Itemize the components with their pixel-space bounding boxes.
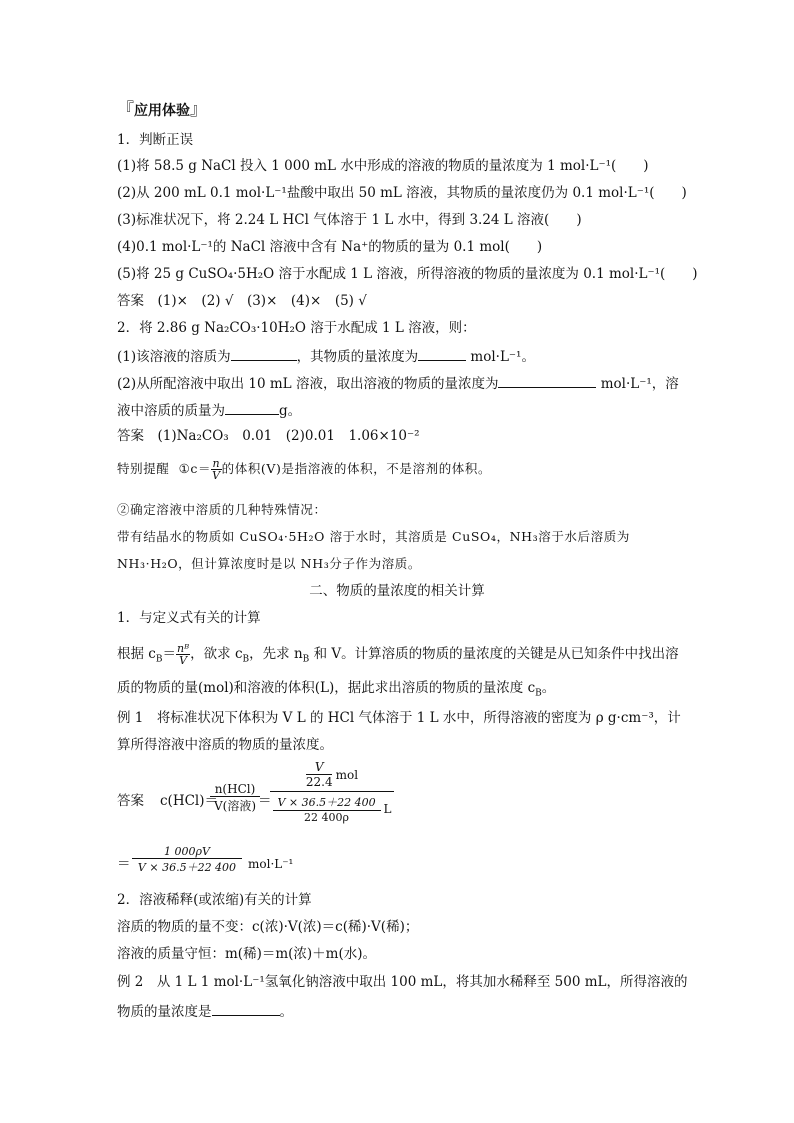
example2-text: 物质的量浓度是 (117, 1004, 212, 1020)
answer-label: 答案 (117, 793, 144, 809)
q2-part2-cont (117, 400, 301, 420)
frac-den: 22.4 (305, 775, 333, 789)
para1-h: 和 V。计算溶质的物质的量浓度的关键是从已知条件中找出溶 (309, 646, 679, 662)
para1-a: 根据 c (117, 646, 156, 662)
frac-den: V (212, 469, 221, 482)
answer-blank[interactable] (231, 346, 297, 361)
frac-num: n(HCl) (214, 782, 256, 796)
q1-item-2: (2)从 200 mL 0.1 mol·L⁻¹盐酸中取出 50 mL 溶液，其物质的量浓度仍为 0.1 mol·L⁻¹( ) (117, 185, 687, 201)
example1-line-1: 例 1 将标准状况下体积为 V L 的 HCl 气体溶于 1 L 水中，所得溶液的密度为 ρ g·cm⁻³，计 (117, 710, 681, 726)
section2-title: 二、物质的量浓度的相关计算 (309, 583, 485, 599)
answer-lhs: c(HCl)＝ (160, 793, 219, 809)
section2-sub1: 1．与定义式有关的计算 (117, 610, 261, 626)
tip-rest: 的体积(V)是指溶液的体积，不是溶剂的体积。 (221, 461, 492, 476)
compound-bottom (273, 794, 392, 824)
formula-nb-over-v (176, 643, 190, 666)
q2-answer: 答案 (1)Na₂CO₃ 0.01 (2)0.01 1.06×10⁻² (117, 428, 420, 444)
q2-part1-text-a: (1)该溶液的溶质为 (117, 349, 231, 365)
q1-item-5: (5)将 25 g CuSO₄·5H₂O 溶于水配成 1 L 溶液，所得溶液的物质的量浓度为 0.1 mol·L⁻¹( ) (117, 266, 698, 282)
result-eq: ＝ (117, 856, 131, 872)
answer-blank[interactable] (418, 346, 466, 361)
para1-g: B (302, 654, 310, 665)
q2-part1-text-c: mol·L⁻¹。 (470, 349, 535, 365)
section2-para2 (117, 679, 555, 703)
q2-part2-text-a: (2)从所配溶液中取出 10 mL 溶液，取出溶液的物质的量浓度为 (117, 376, 499, 392)
bracket-close: 』 (190, 100, 207, 120)
tip-line-4: NH₃·H₂O，但计算浓度时是以 NH₃分子作为溶质。 (117, 556, 422, 571)
para2-end: 。 (541, 680, 556, 696)
q2-part2-text-d: g。 (279, 403, 302, 419)
para1-f: ，先求 n (249, 646, 303, 662)
q2-part2 (117, 373, 679, 393)
frac-num: 1 000ρV (164, 845, 210, 858)
para2-text: 质的物质的量(mol)和溶液的体积(L)，据此求出溶质的物质的量浓度 c (117, 680, 536, 696)
para1-e: B (242, 654, 250, 665)
section-header (117, 101, 207, 120)
para1-d: ，欲求 c (190, 646, 243, 662)
answer-blank[interactable] (212, 1001, 280, 1016)
q2-part1 (117, 346, 535, 366)
frac-num: nᴮ (176, 642, 190, 655)
frac-num: n (212, 457, 221, 470)
compound-top (306, 760, 358, 789)
tip-line-2: ②确定溶液中溶质的几种特殊情况： (117, 502, 327, 517)
q1-title: 1．判断正误 (117, 132, 194, 148)
q2-part2-text-c: 液中溶质的质量为 (117, 403, 225, 419)
unit-mol: mol (335, 767, 359, 782)
rule-1: 溶质的物质的量不变：c(浓)·V(浓)＝c(稀)·V(稀)； (117, 919, 419, 935)
q2-title: 2．将 2.86 g Na₂CO₃·10H₂O 溶于水配成 1 L 溶液，则： (117, 320, 476, 336)
q2-part2-text-b: mol·L⁻¹，溶 (600, 376, 679, 392)
tip-label: 特别提醒 (117, 461, 170, 476)
compound-fraction (270, 760, 394, 824)
frac-num: V × 36.5＋22 400 (277, 796, 376, 809)
tip-line-3: 带有结晶水的物质如 CuSO₄·5H₂O 溶于水时，其溶质是 CuSO₄，NH₃溶于水后溶质为 (117, 529, 630, 544)
frac-den: V × 36.5＋22 400 (137, 861, 237, 874)
tip-lead: ①c＝ (178, 461, 212, 476)
frac-den: V (179, 654, 188, 667)
example2-line-2 (117, 1001, 293, 1021)
section-header-title: 应用体验 (134, 103, 190, 119)
equals-sign: ＝ (258, 793, 272, 809)
frac-den: V(溶液) (213, 799, 257, 813)
para1-b: B (155, 654, 163, 665)
n-over-v-fraction (210, 782, 260, 814)
result-unit: mol·L⁻¹ (248, 857, 294, 871)
formula-n-over-v (211, 458, 222, 481)
q2-part1-text-b: ，其物质的量浓度为 (296, 349, 419, 365)
mass-over-density (273, 794, 381, 824)
main-frac-bar (270, 791, 394, 792)
q1-item-3: (3)标准状况下，将 2.24 L HCl 气体溶于 1 L 水中，得到 3.24 L 溶液( ) (117, 212, 582, 228)
unit-l: L (383, 802, 392, 816)
q1-answer: 答案 (1)× (2) √ (3)× (4)× (5) √ (117, 293, 367, 309)
para2-sub: B (535, 688, 542, 699)
example2-end: 。 (279, 1004, 293, 1020)
q1-item-4: (4)0.1 mol·L⁻¹的 NaCl 溶液中含有 Na⁺的物质的量为 0.1 mol( ) (117, 239, 543, 255)
rule-2: 溶液的质量守恒：m(稀)＝m(浓)＋m(水)。 (117, 946, 377, 962)
frac-den: 22 400ρ (304, 811, 349, 824)
v-over-22-4 (306, 760, 333, 789)
answer-blank[interactable] (225, 400, 279, 415)
bracket-open: 『 (117, 100, 134, 120)
example1-line-2: 算所得溶液中溶质的物质的量浓度。 (117, 737, 333, 753)
section2-sub2: 2．溶液稀释(或浓缩)有关的计算 (117, 892, 312, 908)
frac-num: V (314, 760, 324, 774)
result-fraction (132, 845, 242, 875)
example2-line-1: 例 2 从 1 L 1 mol·L⁻¹氢氧化钠溶液中取出 100 mL，将其加水稀释至 500 mL，所得溶液的 (117, 974, 688, 990)
section2-para1 (117, 643, 679, 669)
tip-line-1 (117, 458, 491, 481)
q1-item-1: (1)将 58.5 g NaCl 投入 1 000 mL 水中形成的溶液的物质的量浓度为 1 mol·L⁻¹( ) (117, 158, 649, 174)
para1-c: ＝ (162, 646, 176, 662)
answer-blank[interactable] (498, 373, 596, 388)
